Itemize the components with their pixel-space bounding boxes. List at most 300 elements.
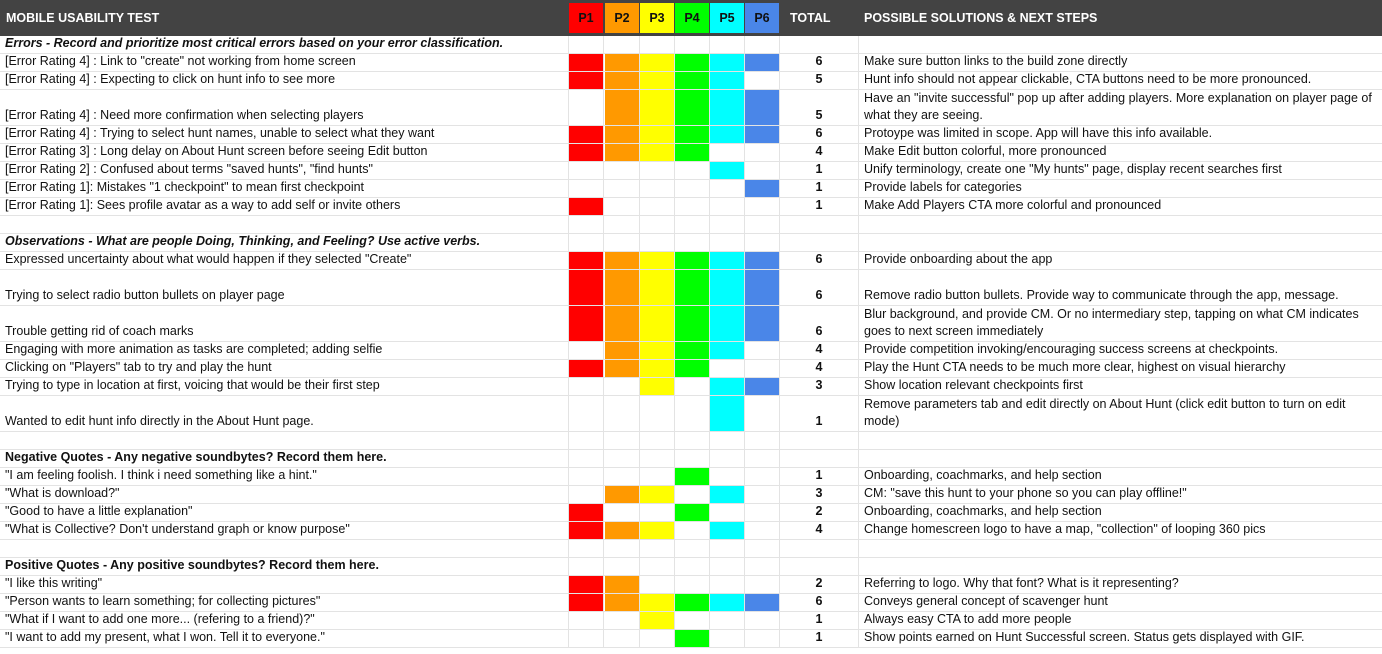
participant-cell-p1 xyxy=(569,432,604,449)
total-cell xyxy=(780,54,859,71)
participant-cell-p1 xyxy=(569,36,604,53)
participant-mark-p4 xyxy=(675,306,710,341)
participant-cell-p6 xyxy=(745,342,780,359)
observation-row xyxy=(0,180,1382,198)
participant-cell-p5 xyxy=(710,576,745,593)
participant-mark-p3 xyxy=(640,144,675,161)
participant-cell-p6 xyxy=(745,162,780,179)
participant-cell-p3 xyxy=(640,630,675,647)
solution-text: Provide labels for categories xyxy=(864,180,1022,194)
observation-cell xyxy=(0,36,569,53)
observation-text: "What if I want to add one more... (refering to a friend)?" xyxy=(5,612,315,626)
total-value: 3 xyxy=(815,378,823,392)
participant-cell-p5 xyxy=(710,198,745,215)
total-cell xyxy=(780,612,859,629)
solution-cell xyxy=(859,252,1382,269)
solution-cell xyxy=(859,198,1382,215)
solution-cell xyxy=(859,54,1382,71)
participant-cell-p5 xyxy=(710,504,745,521)
participant-mark-p3 xyxy=(640,378,675,395)
observation-cell xyxy=(0,396,569,431)
participant-cell-p6 xyxy=(745,522,780,539)
participant-cell-p2 xyxy=(605,540,640,557)
observation-text: [Error Rating 1]: Mistakes "1 checkpoint" to mean first checkpoint xyxy=(5,180,365,194)
header-participant-p3: P3 xyxy=(640,3,674,33)
participant-cell-p4 xyxy=(675,540,710,557)
participant-cell-p5 xyxy=(710,468,745,485)
total-value: 1 xyxy=(815,162,823,176)
solution-text: Blur background, and provide CM. Or no intermediary step, tapping on what CM indicates goes to next screen immediately xyxy=(864,307,1359,338)
total-cell xyxy=(780,180,859,197)
participant-cell-p1 xyxy=(569,90,604,125)
participant-cell-p5 xyxy=(710,540,745,557)
total-cell xyxy=(780,270,859,305)
observation-cell xyxy=(0,450,569,467)
total-cell xyxy=(780,216,859,233)
total-cell xyxy=(780,378,859,395)
observation-cell xyxy=(0,90,569,125)
participant-mark-p1 xyxy=(569,360,604,377)
observation-cell xyxy=(0,612,569,629)
participant-mark-p6 xyxy=(745,54,780,71)
participant-cell-p2 xyxy=(605,468,640,485)
observation-cell xyxy=(0,486,569,503)
solution-cell xyxy=(859,126,1382,143)
total-value: 6 xyxy=(815,288,823,302)
observation-text: [Error Rating 1]: Sees profile avatar as a way to add self or invite others xyxy=(5,198,401,212)
solution-text: Make Edit button colorful, more pronounced xyxy=(864,144,1107,158)
solution-cell xyxy=(859,396,1382,431)
solution-cell xyxy=(859,36,1382,53)
total-cell xyxy=(780,90,859,125)
participant-cell-p6 xyxy=(745,234,780,251)
participant-cell-p3 xyxy=(640,432,675,449)
participant-mark-p1 xyxy=(569,198,604,215)
solution-cell xyxy=(859,612,1382,629)
participant-cell-p1 xyxy=(569,342,604,359)
observation-cell xyxy=(0,180,569,197)
participant-mark-p3 xyxy=(640,306,675,341)
participant-cell-p6 xyxy=(745,576,780,593)
total-cell xyxy=(780,234,859,251)
participant-cell-p1 xyxy=(569,234,604,251)
solution-cell xyxy=(859,270,1382,305)
observation-text: [Error Rating 4] : Trying to select hunt names, unable to select what they want xyxy=(5,126,435,140)
participant-cell-p4 xyxy=(675,216,710,233)
observation-row xyxy=(0,396,1382,432)
participant-cell-p3 xyxy=(640,198,675,215)
total-cell xyxy=(780,558,859,575)
observation-cell xyxy=(0,540,569,557)
participant-mark-p3 xyxy=(640,522,675,539)
participant-mark-p3 xyxy=(640,72,675,89)
participant-cell-p6 xyxy=(745,468,780,485)
observation-row xyxy=(0,90,1382,126)
observation-cell xyxy=(0,576,569,593)
observation-cell xyxy=(0,468,569,485)
participant-cell-p2 xyxy=(605,36,640,53)
observation-text: Clicking on "Players" tab to try and play the hunt xyxy=(5,360,272,374)
participant-cell-p6 xyxy=(745,396,780,431)
total-value: 1 xyxy=(815,612,823,626)
observation-row xyxy=(0,72,1382,90)
section-header-row xyxy=(0,234,1382,252)
participant-mark-p2 xyxy=(605,360,640,377)
participant-mark-p4 xyxy=(675,252,710,269)
observation-cell xyxy=(0,252,569,269)
participant-mark-p3 xyxy=(640,486,675,503)
participant-mark-p6 xyxy=(745,378,780,395)
participant-mark-p5 xyxy=(710,396,745,431)
header-total: TOTAL xyxy=(790,11,831,25)
participant-cell-p4 xyxy=(675,558,710,575)
total-cell xyxy=(780,450,859,467)
participant-mark-p5 xyxy=(710,594,745,611)
observation-text: "I want to add my present, what I won. Tell it to everyone." xyxy=(5,630,325,644)
observation-text: [Error Rating 3] : Long delay on About Hunt screen before seeing Edit button xyxy=(5,144,428,158)
participant-mark-p3 xyxy=(640,360,675,377)
participant-mark-p1 xyxy=(569,576,604,593)
participant-cell-p3 xyxy=(640,234,675,251)
participant-cell-p6 xyxy=(745,558,780,575)
header-participant-p5: P5 xyxy=(710,3,744,33)
participant-cell-p2 xyxy=(605,162,640,179)
participant-mark-p4 xyxy=(675,126,710,143)
participant-mark-p1 xyxy=(569,252,604,269)
solution-cell xyxy=(859,486,1382,503)
blank-row xyxy=(0,540,1382,558)
participant-mark-p6 xyxy=(745,180,780,197)
participant-mark-p4 xyxy=(675,594,710,611)
participant-mark-p1 xyxy=(569,522,604,539)
solution-cell xyxy=(859,432,1382,449)
observation-cell xyxy=(0,144,569,161)
participant-mark-p5 xyxy=(710,72,745,89)
participant-mark-p5 xyxy=(710,486,745,503)
participant-cell-p5 xyxy=(710,180,745,197)
observation-row xyxy=(0,630,1382,648)
observation-row xyxy=(0,198,1382,216)
section-header-row xyxy=(0,36,1382,54)
participant-mark-p4 xyxy=(675,144,710,161)
solution-text: Always easy CTA to add more people xyxy=(864,612,1072,626)
observation-row xyxy=(0,612,1382,630)
total-cell xyxy=(780,486,859,503)
header-row xyxy=(0,0,1382,36)
participant-cell-p5 xyxy=(710,360,745,377)
participant-mark-p3 xyxy=(640,270,675,305)
participant-cell-p2 xyxy=(605,216,640,233)
solution-text: Onboarding, coachmarks, and help section xyxy=(864,468,1102,482)
observation-row xyxy=(0,306,1382,342)
observation-cell xyxy=(0,162,569,179)
solution-cell xyxy=(859,558,1382,575)
solution-cell xyxy=(859,90,1382,125)
participant-cell-p4 xyxy=(675,198,710,215)
participant-cell-p5 xyxy=(710,450,745,467)
observation-cell xyxy=(0,72,569,89)
participant-mark-p5 xyxy=(710,270,745,305)
section-header-row xyxy=(0,450,1382,468)
solution-text: Make Add Players CTA more colorful and pronounced xyxy=(864,198,1162,212)
participant-cell-p1 xyxy=(569,468,604,485)
observation-cell xyxy=(0,54,569,71)
section-title: Negative Quotes - Any negative soundbytes? Record them here. xyxy=(5,450,387,464)
participant-mark-p1 xyxy=(569,72,604,89)
participant-cell-p5 xyxy=(710,234,745,251)
total-value: 5 xyxy=(815,108,823,122)
participant-mark-p4 xyxy=(675,468,710,485)
participant-mark-p1 xyxy=(569,126,604,143)
observation-text: Wanted to edit hunt info directly in the About Hunt page. xyxy=(5,414,314,428)
total-value: 1 xyxy=(815,198,823,212)
observation-text: Trouble getting rid of coach marks xyxy=(5,324,194,338)
participant-mark-p2 xyxy=(605,522,640,539)
total-value: 4 xyxy=(815,522,823,536)
participant-cell-p4 xyxy=(675,576,710,593)
participant-cell-p6 xyxy=(745,216,780,233)
solution-text: CM: "save this hunt to your phone so you can play offline!" xyxy=(864,486,1187,500)
observation-cell xyxy=(0,504,569,521)
participant-mark-p6 xyxy=(745,126,780,143)
total-cell xyxy=(780,198,859,215)
observation-row xyxy=(0,522,1382,540)
participant-cell-p6 xyxy=(745,630,780,647)
total-cell xyxy=(780,540,859,557)
participant-mark-p2 xyxy=(605,126,640,143)
observation-cell xyxy=(0,342,569,359)
solution-cell xyxy=(859,162,1382,179)
total-value: 6 xyxy=(815,324,823,338)
observation-row xyxy=(0,126,1382,144)
solution-text: Hunt info should not appear clickable, CTA buttons need to be more pronounced. xyxy=(864,72,1312,86)
total-cell xyxy=(780,72,859,89)
observation-cell xyxy=(0,558,569,575)
total-value: 2 xyxy=(815,576,823,590)
observation-row xyxy=(0,468,1382,486)
participant-cell-p2 xyxy=(605,198,640,215)
section-header-row xyxy=(0,558,1382,576)
participant-mark-p1 xyxy=(569,144,604,161)
solution-cell xyxy=(859,72,1382,89)
observation-row xyxy=(0,378,1382,396)
total-cell xyxy=(780,594,859,611)
observation-text: "What is download?" xyxy=(5,486,120,500)
participant-mark-p3 xyxy=(640,342,675,359)
solution-text: Change homescreen logo to have a map, "collection" of looping 360 pics xyxy=(864,522,1266,536)
observation-cell xyxy=(0,630,569,647)
total-value: 3 xyxy=(815,486,823,500)
participant-cell-p4 xyxy=(675,522,710,539)
observation-text: "I like this writing" xyxy=(5,576,103,590)
participant-mark-p5 xyxy=(710,306,745,341)
observation-text: Expressed uncertainty about what would happen if they selected "Create" xyxy=(5,252,412,266)
solution-cell xyxy=(859,378,1382,395)
participant-cell-p4 xyxy=(675,378,710,395)
participant-cell-p3 xyxy=(640,162,675,179)
observation-cell xyxy=(0,522,569,539)
observation-cell xyxy=(0,126,569,143)
section-title: Positive Quotes - Any positive soundbytes? Record them here. xyxy=(5,558,379,572)
participant-cell-p2 xyxy=(605,504,640,521)
participant-cell-p6 xyxy=(745,36,780,53)
solution-cell xyxy=(859,594,1382,611)
participant-mark-p3 xyxy=(640,612,675,629)
total-cell xyxy=(780,396,859,431)
participant-cell-p3 xyxy=(640,216,675,233)
participant-cell-p3 xyxy=(640,36,675,53)
total-cell xyxy=(780,576,859,593)
total-value: 4 xyxy=(815,342,823,356)
total-value: 1 xyxy=(815,414,823,428)
participant-cell-p4 xyxy=(675,36,710,53)
total-value: 6 xyxy=(815,594,823,608)
total-value: 4 xyxy=(815,360,823,374)
participant-cell-p6 xyxy=(745,144,780,161)
observation-row xyxy=(0,594,1382,612)
participant-mark-p6 xyxy=(745,306,780,341)
observation-text: Engaging with more animation as tasks are completed; adding selfie xyxy=(5,342,383,356)
solution-cell xyxy=(859,630,1382,647)
observation-text: [Error Rating 4] : Expecting to click on hunt info to see more xyxy=(5,72,336,86)
participant-mark-p3 xyxy=(640,594,675,611)
participant-mark-p2 xyxy=(605,576,640,593)
header-solutions: POSSIBLE SOLUTIONS & NEXT STEPS xyxy=(864,11,1098,25)
participant-cell-p3 xyxy=(640,540,675,557)
participant-cell-p3 xyxy=(640,450,675,467)
participant-cell-p5 xyxy=(710,558,745,575)
observation-row xyxy=(0,342,1382,360)
participant-cell-p6 xyxy=(745,504,780,521)
total-cell xyxy=(780,306,859,341)
solution-text: Onboarding, coachmarks, and help section xyxy=(864,504,1102,518)
participant-mark-p2 xyxy=(605,270,640,305)
total-value: 2 xyxy=(815,504,823,518)
solution-text: Remove radio button bullets. Provide way to communicate through the app, message. xyxy=(864,288,1339,302)
header-participant-p2: P2 xyxy=(605,3,639,33)
solution-cell xyxy=(859,216,1382,233)
total-cell xyxy=(780,162,859,179)
participant-cell-p1 xyxy=(569,180,604,197)
participant-mark-p2 xyxy=(605,144,640,161)
observation-row xyxy=(0,54,1382,72)
participant-cell-p1 xyxy=(569,558,604,575)
total-cell xyxy=(780,630,859,647)
participant-cell-p4 xyxy=(675,234,710,251)
total-value: 4 xyxy=(815,144,823,158)
total-cell xyxy=(780,432,859,449)
observation-row xyxy=(0,360,1382,378)
total-cell xyxy=(780,522,859,539)
solution-cell xyxy=(859,360,1382,377)
participant-cell-p2 xyxy=(605,432,640,449)
participant-cell-p6 xyxy=(745,72,780,89)
participant-cell-p4 xyxy=(675,162,710,179)
participant-cell-p1 xyxy=(569,216,604,233)
participant-mark-p1 xyxy=(569,306,604,341)
solution-cell xyxy=(859,306,1382,341)
observation-text: Trying to type in location at first, voicing that would be their first step xyxy=(5,378,380,392)
solution-cell xyxy=(859,504,1382,521)
participant-mark-p2 xyxy=(605,90,640,125)
participant-mark-p6 xyxy=(745,252,780,269)
observation-text: "Good to have a little explanation" xyxy=(5,504,193,518)
participant-mark-p4 xyxy=(675,630,710,647)
participant-cell-p4 xyxy=(675,486,710,503)
participant-mark-p4 xyxy=(675,90,710,125)
participant-mark-p1 xyxy=(569,504,604,521)
solution-cell xyxy=(859,468,1382,485)
solution-text: Show points earned on Hunt Successful screen. Status gets displayed with GIF. xyxy=(864,630,1305,644)
observation-cell xyxy=(0,360,569,377)
observation-cell xyxy=(0,594,569,611)
observation-row xyxy=(0,486,1382,504)
observation-row xyxy=(0,144,1382,162)
participant-cell-p6 xyxy=(745,612,780,629)
observation-text: [Error Rating 4] : Link to "create" not working from home screen xyxy=(5,54,356,68)
solution-text: Play the Hunt CTA needs to be much more clear, highest on visual hierarchy xyxy=(864,360,1286,374)
participant-cell-p1 xyxy=(569,450,604,467)
solution-cell xyxy=(859,342,1382,359)
participant-cell-p6 xyxy=(745,360,780,377)
participant-mark-p2 xyxy=(605,54,640,71)
observation-row xyxy=(0,270,1382,306)
participant-mark-p6 xyxy=(745,90,780,125)
participant-cell-p2 xyxy=(605,612,640,629)
observation-cell xyxy=(0,234,569,251)
participant-mark-p5 xyxy=(710,90,745,125)
participant-mark-p5 xyxy=(710,126,745,143)
solution-text: Remove parameters tab and edit directly on About Hunt (click edit button to turn on edit mode) xyxy=(864,397,1346,428)
participant-cell-p1 xyxy=(569,612,604,629)
participant-cell-p5 xyxy=(710,216,745,233)
section-title: Observations - What are people Doing, Thinking, and Feeling? Use active verbs. xyxy=(5,234,481,248)
observation-cell xyxy=(0,198,569,215)
solution-cell xyxy=(859,180,1382,197)
observation-text: [Error Rating 4] : Need more confirmation when selecting players xyxy=(5,108,364,122)
participant-mark-p3 xyxy=(640,126,675,143)
blank-row xyxy=(0,432,1382,450)
participant-mark-p4 xyxy=(675,504,710,521)
participant-cell-p3 xyxy=(640,180,675,197)
total-cell xyxy=(780,360,859,377)
participant-cell-p4 xyxy=(675,612,710,629)
participant-cell-p6 xyxy=(745,486,780,503)
header-participant-p6: P6 xyxy=(745,3,779,33)
participant-cell-p2 xyxy=(605,378,640,395)
solution-cell xyxy=(859,540,1382,557)
participant-mark-p4 xyxy=(675,270,710,305)
solution-text: Referring to logo. Why that font? What is it representing? xyxy=(864,576,1179,590)
total-value: 1 xyxy=(815,630,823,644)
participant-mark-p4 xyxy=(675,360,710,377)
participant-mark-p4 xyxy=(675,342,710,359)
total-cell xyxy=(780,468,859,485)
total-value: 6 xyxy=(815,54,823,68)
total-cell xyxy=(780,36,859,53)
observation-cell xyxy=(0,378,569,395)
participant-cell-p3 xyxy=(640,396,675,431)
solution-cell xyxy=(859,450,1382,467)
participant-mark-p5 xyxy=(710,162,745,179)
participant-cell-p6 xyxy=(745,198,780,215)
participant-cell-p4 xyxy=(675,432,710,449)
total-cell xyxy=(780,342,859,359)
total-cell xyxy=(780,252,859,269)
observation-row xyxy=(0,162,1382,180)
participant-cell-p1 xyxy=(569,540,604,557)
solution-cell xyxy=(859,234,1382,251)
